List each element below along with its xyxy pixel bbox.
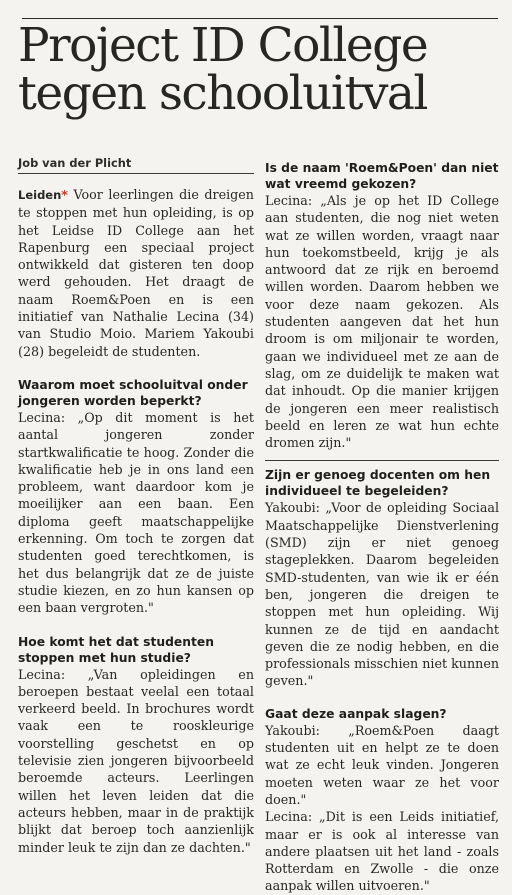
byline: Job van der Plicht [18, 156, 254, 174]
question-4: Zijn er genoeg docenten om hen individueel te begeleiden? [265, 468, 491, 499]
answer-3: Lecina: „Als je op het ID College aan studenten, die nog niet weten wat ze willen worden, vraagt naar hun toekomstbeeld, krijg je als antwoord dat ze rijk en beroemd willen worden. Daarom hebben we voor deze naam gekozen. Als studenten aangeven dat het hun droom is om miljonair te worden, gaan we individueel met ze aan de slag, om ze duidelijk te maken wat dat inhoudt. Op die manier krijgen de jongeren een meer realistisch beeld en leren ze wat hun echte dromen zijn." [265, 193, 499, 451]
intro-text: Voor leerlingen die dreigen te stoppen met hun opleiding, is op het Leidse ID College aan het Rapenburg een speciaal project ontwikkeld dat gisteren ten doop werd gehouden. Het draagt de naam Roem&Poen en is een initiatief van Nathalie Lecina (34) van Studio Moio. Mariem Yakoubi (28) begeleidt de studenten. [18, 187, 254, 359]
dateline-star-icon: * [61, 187, 68, 202]
answer-5: Yakoubi: „Roem&Poen daagt studenten uit en helpt ze te doen wat ze echt leuk vinden. Jongeren moeten weten waar ze het voor doen." [265, 722, 499, 807]
answer-1: Lecina: „Op dit moment is het aantal jongeren zonder startkwalificatie te hoog. Zonder die kwalificatie heb je in ons land een probleem, want daardoor kom je moeilijker aan een baan. Een diploma geeft maatschappelijke erkenning. Om toch te zorgen dat studenten goed terechtkomen, is het dus belangrijk dat ze de juiste studie kiezen, en zo hun kansen op een baan vergroten." [18, 409, 254, 616]
answer-5-continued: Lecina: „Dit is een Leids initiatief, maar er is ook al interesse van andere plaatsen uit het land - zoals Rotterdam en Zwolle - die onze aanpak willen uitvoeren." [265, 809, 499, 894]
question-3: Is de naam 'Roem&Poen' dan niet wat vreemd gekozen? [265, 161, 499, 191]
spacer [265, 690, 499, 706]
dateline: Leiden [18, 188, 62, 202]
column-right [265, 160, 499, 895]
headline-line-2: tegen schooluitval [18, 66, 427, 121]
answer-2: Lecina: „Van opleidingen en beroepen bestaat veelal een totaal verkeerd beeld. In brochures wordt vaak een te rooskleurige voorstelling geschetst en op televisie zien jongeren bijvoorbeeld beroemde acteurs. Leerlingen willen het leven leiden dat die acteurs hebben, maar in de praktijk blijkt dat beroep toch aanzienlijk minder leuk te zijn dan ze dachten." [18, 666, 254, 855]
answer-4: Yakoubi: „Voor de opleiding Sociaal Maatschappelijke Dienstverlening (SMD) zijn er niet genoeg stageplekken. Daarom begeleiden SMD-studenten, van wie ik er één ben, jongeren die dreigen te stoppen met hun opleiding. Wij kunnen ze de tijd en aandacht geven die ze nodig hebben, en die professionals misschien niet kunnen geven." [265, 500, 499, 689]
column-left [18, 186, 254, 856]
question-2: Hoe komt het dat studenten stoppen met hun studie? [18, 634, 214, 665]
headline-line-1: Project ID College [18, 18, 428, 73]
section-divider [265, 460, 499, 461]
question-5: Gaat deze aanpak slagen? [265, 706, 447, 721]
intro-paragraph [18, 186, 254, 360]
question-1: Waarom moet schooluitval onder jongeren worden beperkt? [18, 377, 248, 408]
spacer [18, 360, 254, 377]
spacer [18, 617, 254, 634]
headline [18, 18, 508, 121]
